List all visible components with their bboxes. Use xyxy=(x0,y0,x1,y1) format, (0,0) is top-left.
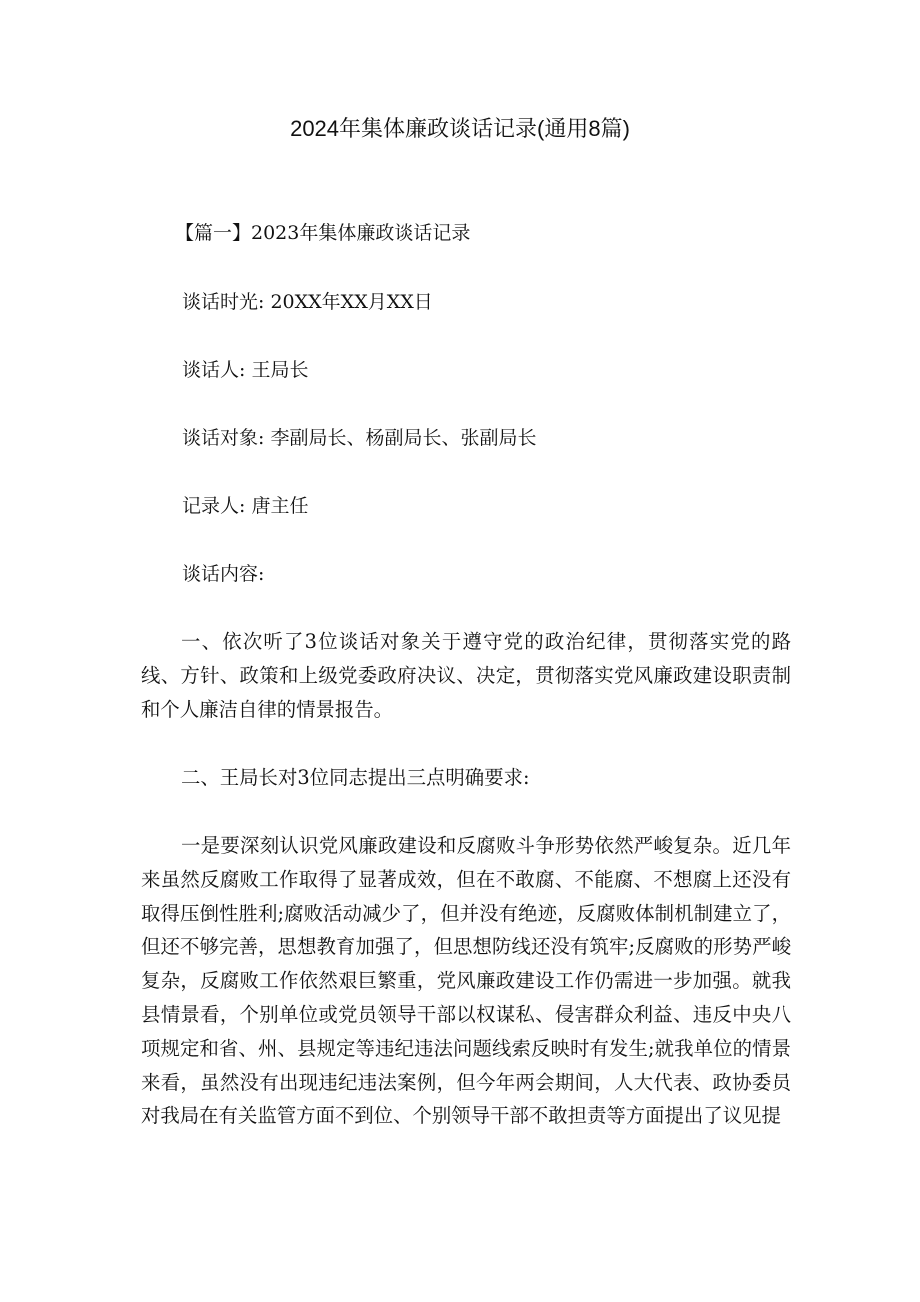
document-title: 2024年集体廉政谈话记录(通用8篇) xyxy=(290,116,630,141)
paragraph-3: 一是要深刻认识党风廉政建设和反腐败斗争形势依然严峻复杂。近几年来虽然反腐败工作取得了显著成效，但在不敢腐、不能腐、不想腐上还没有取得压倒性胜利;腐败活动减少了，但并没有绝迹，反腐败体制机制建立了，但还不够完善，思想教育加强了，但思想防线还没有筑牢;反腐败的形势严峻复杂，反腐败工作依然艰巨繁重，党风廉政建设工作仍需进一步加强。就我县情景看，个别单位或党员领导干部以权谋私、侵害群众利益、违反中央八项规定和省、州、县规定等违纪违法问题线索反映时有发生;就我单位的情景来看，虽然没有出现违纪违法案例，但今年两会期间，人大代表、政协委员对我局在有关监管方面不到位、个别领导干部不敢担责等方面提出了议见提 xyxy=(141,834,791,1128)
meta-subjects: 谈话对象: 李副局长、杨副局长、张副局长 xyxy=(182,427,537,449)
paragraph-1: 一、依次听了3位谈话对象关于遵守党的政治纪律，贯彻落实党的路线、方针、政策和上级党委政府决议、决定，贯彻落实党风廉政建设职责制和个人廉洁自律的情景报告。 xyxy=(141,630,791,721)
paragraph-2: 二、王局长对3位同志提出三点明确要求: xyxy=(181,766,530,789)
meta-time: 谈话时光: 20XX年XX月XX日 xyxy=(182,291,433,313)
meta-recorder: 记录人: 唐主任 xyxy=(182,495,309,517)
meta-content-label: 谈话内容: xyxy=(182,563,265,585)
section-heading: 【篇一】2023年集体廉政谈话记录 xyxy=(175,222,471,244)
meta-speaker: 谈话人: 王局长 xyxy=(182,359,309,381)
